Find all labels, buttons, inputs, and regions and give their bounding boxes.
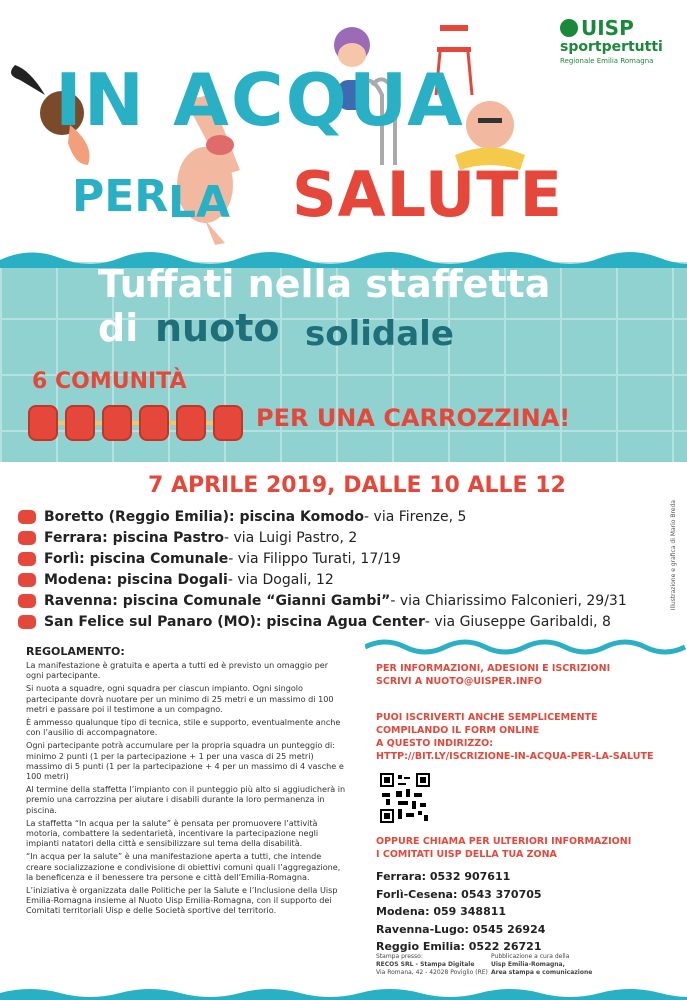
phone-item[interactable]: Modena: 059 348811: [376, 905, 507, 918]
form-link[interactable]: HTTP://BIT.LY/ISCRIZIONE-IN-ACQUA-PER-LA-SALUTE: [376, 751, 654, 762]
regolamento-paragraph: Ogni partecipante potrà accumulare per la propria squadra un punteggio di: minimo 2 punti (1 per la partecipazione + 1 per una vasca di 25 metri) massimo di 5 punti (1 per la partecipazione + 4 per un massimo di 4 vasche e 100 metri): [26, 740, 344, 782]
venue-place: Modena: piscina Dogali: [44, 571, 228, 588]
venue-address: - via Giuseppe Garibaldi, 8: [424, 613, 611, 630]
venue-address: - via Luigi Pastro, 2: [224, 529, 358, 546]
pub-name: Uisp Emilia-Romagna,: [491, 961, 565, 968]
info-line: PUOI ISCRIVERTI ANCHE SEMPLICEMENTE: [376, 712, 598, 723]
regolamento-title: REGOLAMENTO:: [26, 645, 125, 658]
list-item: [18, 590, 658, 611]
tagline-nuoto: nuoto: [155, 306, 280, 350]
info-line: OPPURE CHIAMA PER ULTERIORI INFORMAZIONI: [376, 836, 632, 847]
pub-label: Pubblicazione a cura della: [491, 953, 570, 960]
tagline-line1: Tuffati nella staffetta: [98, 262, 551, 306]
float-bullet-icon: [18, 594, 36, 608]
venue-place: Ferrara: piscina Pastro: [44, 529, 224, 546]
float-icon: [213, 405, 243, 441]
venue-place: Ravenna: piscina Comunale “Gianni Gambi”: [44, 592, 391, 609]
carrozzina-label: PER UNA CARROZZINA!: [256, 404, 571, 432]
comunita-label: 6 COMUNITÀ: [32, 369, 187, 394]
phone-item[interactable]: Forlì-Cesena: 0543 370705: [376, 887, 542, 901]
float-icon: [176, 405, 206, 441]
float-bullet-icon: [18, 573, 36, 587]
venue-place: Forlì: piscina Comunale: [44, 550, 229, 567]
list-item: [18, 527, 658, 548]
phone-item[interactable]: Ferrara: 0532 907611: [376, 870, 511, 883]
list-item: [18, 569, 658, 590]
wave-divider: [365, 633, 687, 659]
float-icon: [139, 405, 169, 441]
info-line: PER INFORMAZIONI, ADESIONI E ISCRIZIONI: [376, 663, 611, 674]
info-call: [376, 835, 676, 861]
phone-list: [376, 868, 545, 956]
float-bullet-icon: [18, 615, 36, 629]
float-icon: [102, 405, 132, 441]
regolamento-paragraph: “In acqua per la salute” è una manifestazione aperta a tutti, che intende creare socializzazione e condivisione di obiettivi comuni quali l’aggregazione, la beneficenza e il benessere tra persone e città dell’Emilia-Romagna.: [26, 851, 341, 882]
print-address: Via Romana, 42 - 42028 Poviglio (RE): [376, 969, 488, 976]
regolamento-paragraph: La staffetta “In acqua per la salute” è pensata per promuovere l’attività motoria, combattere la sedentarietà, incentivare la partecipazione negli impianti natatori della città e sensibilizzare sul tema della disabilità.: [26, 817, 319, 849]
float-bullet-icon: [18, 552, 36, 566]
venue-address: - via Filippo Turati, 17/19: [228, 550, 401, 567]
info-line: A QUESTO INDIRIZZO:: [376, 738, 494, 749]
title-per: PER: [72, 171, 169, 222]
float-bullet-icon: [18, 531, 36, 545]
regolamento-body: [26, 660, 346, 919]
tagline-di: di: [98, 306, 139, 350]
tagline-solidale: solidale: [305, 314, 454, 354]
regolamento-paragraph: Al termine della staffetta l’impianto con il punteggio più alto si aggiudicherà in premio una carrozzina per aiutare i disabili durante la loro permanenza in piscina.: [26, 784, 346, 815]
list-item: [18, 611, 658, 632]
venue-address: - via Firenze, 5: [364, 508, 467, 525]
float-icon: [28, 405, 58, 441]
lane-floats: [28, 403, 243, 443]
venue-address: - via Chiarissimo Falconieri, 29/31: [390, 592, 627, 609]
title-salute: SALUTE: [292, 158, 563, 231]
illustration-credit: Illustrazione e grafica di Mario Breda: [670, 500, 677, 611]
phone-item[interactable]: Reggio Emilia: 0522 26721: [376, 940, 542, 953]
regolamento-paragraph: La manifestazione è gratuita e aperta a tutti ed è previsto un omaggio per ogni partecipante.: [26, 660, 329, 681]
venue-list: [18, 506, 658, 632]
print-label: Stampa presso:: [376, 953, 423, 960]
logo-tagline: sportpertutti: [560, 39, 663, 55]
list-item: [18, 506, 658, 527]
qr-code-icon[interactable]: [380, 773, 430, 823]
main-title: IN ACQUA: [55, 58, 465, 142]
wave-bottom: [0, 985, 687, 1000]
venue-place: San Felice sul Panaro (MO): piscina Agua Center: [44, 613, 425, 630]
info-form: [376, 711, 676, 763]
venue-place: Boretto (Reggio Emilia): piscina Komodo: [44, 508, 365, 525]
list-item: [18, 548, 658, 569]
title-la: LA: [168, 177, 231, 228]
pub-area: Area stampa e comunicazione: [491, 969, 593, 976]
info-line: I COMITATI UISP DELLA TUA ZONA: [376, 849, 557, 860]
publication-credit: [491, 953, 592, 977]
logo-brand: UISP: [581, 16, 634, 40]
info-email[interactable]: SCRIVI A NUOTO@UISPER.INFO: [376, 676, 543, 687]
logo-region: Regionale Emilia Romagna: [560, 57, 654, 65]
venue-address: - via Dogali, 12: [227, 571, 334, 588]
phone-item[interactable]: Ravenna-Lugo: 0545 26924: [376, 922, 546, 936]
print-credit: [376, 953, 488, 977]
float-icon: [65, 405, 95, 441]
print-name: RECOS SRL - Stampa Digitale: [376, 961, 475, 968]
regolamento-paragraph: Si nuota a squadre, ogni squadra per ciascun impianto. Ogni singolo partecipante dovrà nuotare per un minimo di 25 metri e un massimo di 100 metri e passare poi il testimone a un compagno.: [26, 683, 334, 714]
regolamento-paragraph: È ammesso qualunque tipo di tecnica, stile e supporto, eventualmente anche con l’ausilio di accompagnatore.: [26, 717, 341, 738]
float-bullet-icon: [18, 510, 36, 524]
info-contact: [376, 662, 666, 688]
regolamento-paragraph: L’iniziativa è organizzata dalle Politiche per la Salute e l’Inclusione della Uisp Emilia-Romagna insieme al Nuoto Uisp Emilia-Romagna, con il supporto dei Comitati territoriali Uisp e delle Società sportive del territorio.: [26, 885, 338, 916]
event-date: 7 APRILE 2019, DALLE 10 ALLE 12: [148, 473, 566, 498]
info-line: COMPILANDO IL FORM ONLINE: [376, 725, 540, 736]
